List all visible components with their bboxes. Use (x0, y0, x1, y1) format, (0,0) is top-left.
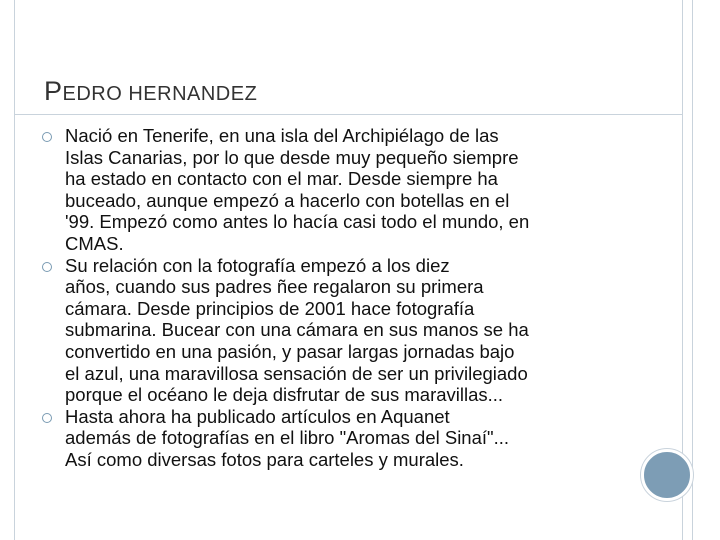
frame-left-line (14, 0, 15, 540)
slide-title (44, 76, 257, 107)
bullet-list (42, 125, 622, 471)
decorative-circle (641, 449, 693, 501)
bullet-circle-icon (42, 413, 52, 423)
slide-title-rest: EDRO HERNANDEZ (62, 83, 258, 105)
bullet-text: Su relación con la fotografía empezó a los diez años, cuando sus padres ñee regalaron su primera cámara. Desde principios de 2001 hace fotografía submarina. Bucear con una cámara en sus manos se ha convertido en una pasión, y pasar largas jornadas bajo el azul, una maravillosa sensación de ser un privilegiado porque el océano le deja disfrutar de sus maravillas... (65, 254, 529, 406)
bullet-item (42, 125, 622, 255)
title-divider (14, 114, 682, 115)
bullet-item (42, 406, 622, 471)
bullet-circle-icon (42, 132, 52, 142)
bullet-text: Hasta ahora ha publicado artículos en Aquanet además de fotografías en el libro "Aromas del Sinaí"... Así como diversas fotos para carteles y murales. (65, 405, 510, 470)
bullet-text: Nació en Tenerife, en una isla del Archipiélago de las Islas Canarias, por lo que desde muy pequeño siempre ha estado en contacto con el mar. Desde siempre ha buceado, aunque empezó a hacerlo con botellas en el '99. Empezó como antes lo hacía casi todo el mundo, en CMAS. (65, 125, 530, 254)
bullet-item (42, 255, 622, 406)
bullet-circle-icon (42, 262, 52, 272)
slide-title-initial: P (44, 76, 63, 106)
